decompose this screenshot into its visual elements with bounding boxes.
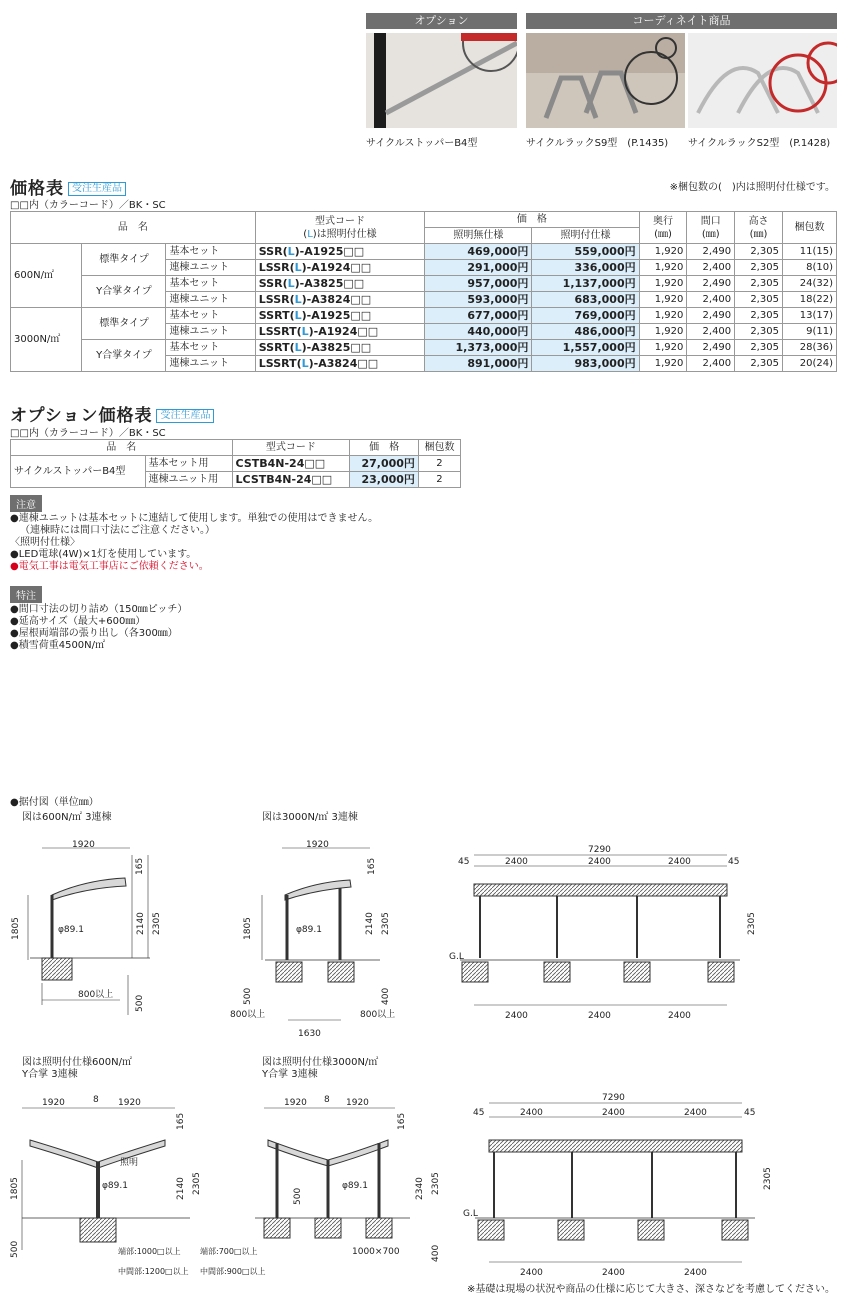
dim-pipe: φ89.1 — [296, 925, 322, 935]
dim-pipe: φ89.1 — [58, 925, 84, 935]
pack-count: 24(32) — [782, 276, 836, 292]
coordinate-header: コーディネイト商品 — [526, 13, 837, 29]
type-name: 標準タイプ — [82, 244, 166, 276]
dim-500: 500 — [135, 994, 145, 1012]
opt-col-code: 型式コード — [232, 440, 350, 456]
opt-col-pack: 梱包数 — [418, 440, 460, 456]
dim-1805: 1805 — [10, 1177, 20, 1200]
price-row — [11, 276, 837, 292]
dim-2400: 2400 — [602, 1108, 625, 1118]
special-line: ●延高サイズ（最大+600㎜） — [10, 616, 146, 627]
dim-800: 800以上 — [78, 990, 114, 1000]
set-name: 基本セット — [166, 340, 255, 356]
dim-800-right: 800以上 — [360, 1010, 396, 1020]
set-name: 連棟ユニット — [166, 356, 255, 372]
ground-level: G.L — [449, 952, 464, 962]
depth: 1,920 — [639, 244, 687, 260]
opt-code: LCSTB4N-24□□ — [232, 472, 350, 488]
dim-8: 8 — [324, 1095, 330, 1105]
price-note: ※梱包数の( )内は照明付仕様です。 — [669, 182, 835, 193]
drawing-ygable-3000 — [255, 1108, 410, 1238]
cycle-stopper-illustration — [366, 33, 517, 128]
model-code: LSSRT(L)-A3824□□ — [255, 356, 424, 372]
set-name: 連棟ユニット — [166, 260, 255, 276]
dim-45-right: 45 — [744, 1108, 756, 1118]
width: 2,490 — [687, 276, 735, 292]
opt-set: 基本セット用 — [145, 456, 232, 472]
price-light: 336,000円 — [532, 260, 639, 276]
caution-line: 〈照明付仕様〉 — [10, 537, 80, 548]
drawing-standard-3000-labels — [230, 840, 395, 1039]
special-notes — [10, 604, 187, 652]
col-price-light: 照明付仕様 — [532, 228, 639, 244]
option-made-to-order-badge: 受注生産品 — [156, 409, 214, 423]
height: 2,305 — [735, 292, 783, 308]
dim-1920: 1920 — [42, 1098, 65, 1108]
height: 2,305 — [735, 260, 783, 276]
width: 2,400 — [687, 324, 735, 340]
dim-2140: 2140 — [365, 912, 375, 935]
pack-count: 13(17) — [782, 308, 836, 324]
dim-2400: 2400 — [588, 1011, 611, 1021]
price-no-light: 1,373,000円 — [425, 340, 532, 356]
model-code: LSSR(L)-A1924□□ — [255, 260, 424, 276]
set-name: 連棟ユニット — [166, 324, 255, 340]
opt-pack: 2 — [418, 456, 460, 472]
drawing-label-3: 図は照明付仕様600N/㎡ Y合掌 3連棟 — [22, 1057, 132, 1080]
model-code: LSSR(L)-A3824□□ — [255, 292, 424, 308]
dim-2400: 2400 — [602, 1268, 625, 1278]
drawing-footnote: ※基礎は現場の状況や商品の仕様に応じて大きさ、深さなどを考慮してください。 — [467, 1284, 835, 1295]
opt-col-name: 品 名 — [11, 440, 233, 456]
special-tag: 特注 — [10, 586, 42, 603]
pack-count: 11(15) — [782, 244, 836, 260]
dim-7290: 7290 — [588, 845, 611, 855]
dim-500: 500 — [10, 1240, 20, 1258]
col-code: 型式コード (L)は照明付仕様 — [255, 212, 424, 244]
set-name: 基本セット — [166, 244, 255, 260]
photo-cycle-stopper — [366, 33, 517, 128]
photo-cycle-rack-s9 — [526, 33, 685, 128]
height: 2,305 — [735, 276, 783, 292]
col-height: 高さ (㎜) — [735, 212, 783, 244]
set-name: 基本セット — [166, 308, 255, 324]
option-color-code: □□内（カラーコード）／BK・SC — [10, 428, 166, 439]
dim-45-right: 45 — [728, 857, 740, 867]
model-code: LSSRT(L)-A1924□□ — [255, 324, 424, 340]
dim-400: 400 — [431, 1244, 441, 1262]
dim-2400: 2400 — [668, 857, 691, 867]
drawing-standard-600-labels — [11, 840, 162, 1012]
drawing-label-4: 図は照明付仕様3000N/㎡ Y合掌 3連棟 — [262, 1057, 379, 1080]
price-row — [11, 308, 837, 324]
dim-165: 165 — [367, 857, 377, 875]
opt-col-price: 価 格 — [350, 440, 419, 456]
price-table — [10, 211, 837, 372]
load-class: 600N/㎡ — [11, 244, 82, 308]
price-table-title: 価格表 受注生産品 — [10, 174, 126, 199]
dim-400: 400 — [381, 987, 391, 1005]
dim-2400: 2400 — [505, 1011, 528, 1021]
dim-2305: 2305 — [431, 1172, 441, 1195]
dim-2400: 2400 — [520, 1268, 543, 1278]
price-no-light: 677,000円 — [425, 308, 532, 324]
dim-pipe: φ89.1 — [102, 1181, 128, 1191]
dim-2400: 2400 — [668, 1011, 691, 1021]
special-line: ●屋根両端部の張り出し（各300㎜） — [10, 628, 178, 639]
depth: 1,920 — [639, 340, 687, 356]
caption-cycle-stopper: サイクルストッパーB4型 — [366, 138, 478, 149]
photo-cycle-rack-s2 — [688, 33, 837, 128]
caution-notes — [10, 513, 378, 573]
drawing-ygable-600-labels — [10, 1095, 202, 1276]
caption-cycle-rack-s9: サイクルラックS9型 (P.1435) — [526, 138, 669, 149]
option-table — [10, 439, 461, 488]
drawing-ygable-3000-labels — [200, 1095, 441, 1276]
price-no-light: 469,000円 — [425, 244, 532, 260]
opt-price: 23,000円 — [350, 472, 419, 488]
footing-mid: 中間部:900□以上 — [200, 1267, 266, 1276]
dim-165: 165 — [135, 857, 145, 875]
drawing-front-3unit-top — [460, 855, 740, 1005]
caution-tag: 注意 — [10, 495, 42, 512]
opt-code: CSTB4N-24□□ — [232, 456, 350, 472]
width: 2,400 — [687, 292, 735, 308]
height: 2,305 — [735, 244, 783, 260]
dim-1920: 1920 — [284, 1098, 307, 1108]
depth: 1,920 — [639, 324, 687, 340]
dim-500: 500 — [293, 1187, 303, 1205]
depth: 1,920 — [639, 276, 687, 292]
model-code: SSRT(L)-A3825□□ — [255, 340, 424, 356]
model-code: SSR(L)-A3825□□ — [255, 276, 424, 292]
dim-2140: 2140 — [176, 1177, 186, 1200]
dim-165: 165 — [397, 1112, 407, 1130]
dim-2305: 2305 — [763, 1167, 773, 1190]
option-header: オプション — [366, 13, 517, 29]
opt-price: 27,000円 — [350, 456, 419, 472]
set-name: 基本セット — [166, 276, 255, 292]
type-name: Y合掌タイプ — [82, 276, 166, 308]
price-no-light: 891,000円 — [425, 356, 532, 372]
dim-2400: 2400 — [684, 1268, 707, 1278]
price-no-light: 593,000円 — [425, 292, 532, 308]
dim-1920: 1920 — [346, 1098, 369, 1108]
footing-mid: 中間部:1200□以上 — [118, 1267, 189, 1276]
depth: 1,920 — [639, 260, 687, 276]
footing-end: 端部:700□以上 — [200, 1247, 258, 1256]
dim-2305: 2305 — [152, 912, 162, 935]
price-light: 1,137,000円 — [532, 276, 639, 292]
width: 2,490 — [687, 308, 735, 324]
pack-count: 8(10) — [782, 260, 836, 276]
col-name: 品 名 — [11, 212, 256, 244]
dim-1920: 1920 — [72, 840, 95, 850]
price-light: 486,000円 — [532, 324, 639, 340]
drawing-label-1: 図は600N/㎡ 3連棟 — [22, 812, 112, 823]
pack-count: 9(11) — [782, 324, 836, 340]
opt-pack: 2 — [418, 472, 460, 488]
color-code: □□内（カラーコード）／BK・SC — [10, 200, 166, 211]
dim-pipe: φ89.1 — [342, 1181, 368, 1191]
dim-2140: 2140 — [136, 912, 146, 935]
drawing-front-3unit-bottom-labels — [463, 1093, 773, 1278]
price-light: 559,000円 — [532, 244, 639, 260]
cycle-rack-s2-illustration — [688, 33, 837, 128]
dim-800-left: 800以上 — [230, 1010, 266, 1020]
ground-level: G.L — [463, 1209, 478, 1219]
price-no-light: 957,000円 — [425, 276, 532, 292]
dim-500: 500 — [243, 987, 253, 1005]
option-row — [11, 456, 461, 472]
dim-7290: 7290 — [602, 1093, 625, 1103]
col-depth: 奥行 (㎜) — [639, 212, 687, 244]
dim-2400: 2400 — [588, 857, 611, 867]
model-code: SSRT(L)-A1925□□ — [255, 308, 424, 324]
set-name: 連棟ユニット — [166, 292, 255, 308]
dim-165: 165 — [176, 1112, 186, 1130]
dim-2305: 2305 — [747, 912, 757, 935]
price-light: 769,000円 — [532, 308, 639, 324]
dim-2400: 2400 — [684, 1108, 707, 1118]
height: 2,305 — [735, 356, 783, 372]
made-to-order-badge: 受注生産品 — [68, 182, 126, 196]
opt-set: 連棟ユニット用 — [145, 472, 232, 488]
col-price-no-light: 照明無仕様 — [425, 228, 532, 244]
drawing-label-2: 図は3000N/㎡ 3連棟 — [262, 812, 358, 823]
dim-1805: 1805 — [11, 917, 21, 940]
dim-2305: 2305 — [381, 912, 391, 935]
price-no-light: 440,000円 — [425, 324, 532, 340]
type-name: 標準タイプ — [82, 308, 166, 340]
model-code: SSR(L)-A1925□□ — [255, 244, 424, 260]
price-light: 983,000円 — [532, 356, 639, 372]
dim-2340: 2340 — [415, 1177, 425, 1200]
depth: 1,920 — [639, 356, 687, 372]
depth: 1,920 — [639, 308, 687, 324]
pack-count: 18(22) — [782, 292, 836, 308]
price-light: 683,000円 — [532, 292, 639, 308]
dim-1630: 1630 — [298, 1029, 321, 1039]
cycle-rack-s9-illustration — [526, 33, 685, 128]
footing-end: 端部:1000□以上 — [118, 1247, 181, 1256]
drawing-heading: ●据付図（単位㎜） — [10, 797, 99, 808]
load-class: 3000N/㎡ — [11, 308, 82, 372]
caution-line-red: ●電気工事は電気工事店にご依頼ください。 — [10, 561, 209, 572]
dim-8: 8 — [93, 1095, 99, 1105]
width: 2,400 — [687, 260, 735, 276]
width: 2,490 — [687, 244, 735, 260]
dim-1920: 1920 — [306, 840, 329, 850]
dim-45-left: 45 — [458, 857, 470, 867]
col-width: 間口 (㎜) — [687, 212, 735, 244]
col-pack: 梱包数 — [782, 212, 836, 244]
width: 2,490 — [687, 340, 735, 356]
dim-2400: 2400 — [505, 857, 528, 867]
dim-2305: 2305 — [192, 1172, 202, 1195]
caution-line: ●LED電球(4W)×1灯を使用しています。 — [10, 549, 197, 560]
depth: 1,920 — [639, 292, 687, 308]
installation-drawings — [0, 800, 847, 1300]
height: 2,305 — [735, 308, 783, 324]
type-name: Y合掌タイプ — [82, 340, 166, 372]
footing-size: 1000×700 — [352, 1247, 400, 1257]
special-line: ●積雪荷重4500N/㎡ — [10, 640, 106, 651]
drawing-ygable-600 — [22, 1108, 190, 1250]
height: 2,305 — [735, 324, 783, 340]
price-light: 1,557,000円 — [532, 340, 639, 356]
caution-line: ●連棟ユニットは基本セットに連結して使用します。単独での使用はできません。 — [10, 513, 379, 524]
price-row — [11, 340, 837, 356]
drawing-front-3unit-bottom — [475, 1103, 755, 1262]
special-line: ●間口寸法の切り詰め（150㎜ピッチ） — [10, 604, 188, 615]
height: 2,305 — [735, 340, 783, 356]
light-label: 照明 — [120, 1158, 139, 1168]
opt-product: サイクルストッパーB4型 — [11, 456, 146, 488]
price-row — [11, 244, 837, 260]
caption-cycle-rack-s2: サイクルラックS2型 (P.1428) — [688, 138, 831, 149]
pack-count: 28(36) — [782, 340, 836, 356]
dim-45-left: 45 — [473, 1108, 485, 1118]
dim-1920: 1920 — [118, 1098, 141, 1108]
caution-line: （連棟時には間口寸法にご注意ください。） — [20, 525, 215, 536]
dim-1805: 1805 — [243, 917, 253, 940]
pack-count: 20(24) — [782, 356, 836, 372]
price-no-light: 291,000円 — [425, 260, 532, 276]
dim-2400: 2400 — [520, 1108, 543, 1118]
option-table-title: オプション価格表 受注生産品 — [10, 401, 214, 426]
drawing-front-3unit-top-labels — [449, 845, 757, 1021]
width: 2,400 — [687, 356, 735, 372]
col-price: 価 格 — [425, 212, 639, 228]
